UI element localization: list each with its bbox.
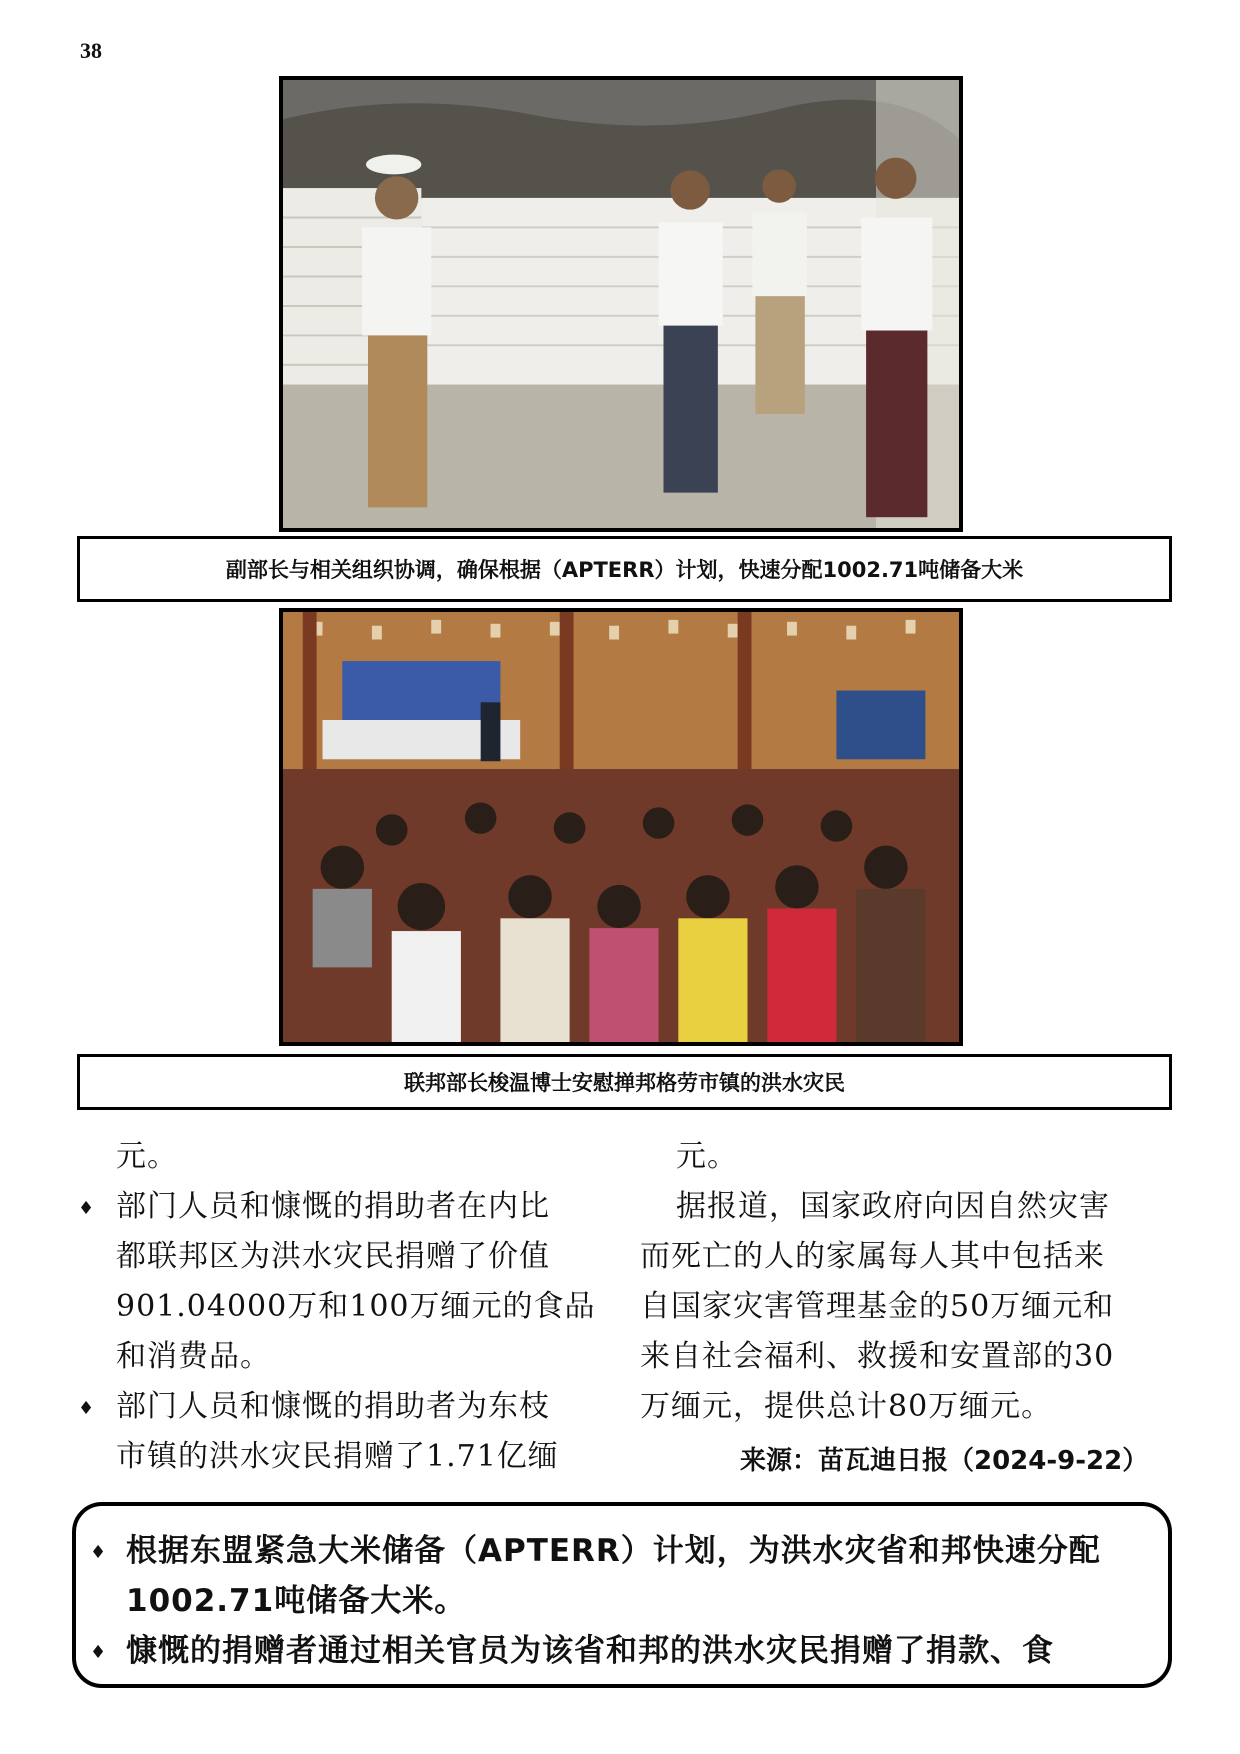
- summary-item: [90, 1526, 1150, 1626]
- summary-line: 根据东盟紧急大米储备（APTERR）计划，为洪水灾省和邦快速分配: [126, 1533, 1101, 1569]
- paragraph-line: 万缅元，提供总计80万缅元。: [640, 1389, 1053, 1424]
- list-item: [78, 1182, 608, 1382]
- list-item: [78, 1382, 608, 1482]
- paragraph-line: 而死亡的人的家属每人其中包括来: [640, 1239, 1105, 1274]
- summary-item: [90, 1626, 1150, 1678]
- diamond-bullet-icon: ♦: [90, 1542, 107, 1563]
- paragraph-line: 901.04000万和100万缅元的食品: [116, 1289, 596, 1324]
- paragraph-line: 部门人员和慷慨的捐助者在内比: [116, 1189, 550, 1224]
- warehouse-photo: [279, 76, 963, 532]
- paragraph-line: 都联邦区为洪水灾民捐赠了价值: [116, 1239, 550, 1274]
- paragraph-line: 据报道，国家政府向因自然灾害: [676, 1189, 1110, 1224]
- continued-text: 元。: [116, 1139, 178, 1174]
- summary-line: 慷慨的捐赠者通过相关官员为该省和邦的洪水灾民捐赠了捐款、食: [126, 1633, 1054, 1669]
- page-number: 38: [80, 38, 102, 63]
- diamond-bullet-icon: ♦: [78, 1198, 96, 1219]
- paragraph-line: 来自社会福利、救援和安置部的30: [640, 1339, 1115, 1374]
- photo-caption: 联邦部长梭温博士安慰掸邦格劳市镇的洪水灾民: [77, 1054, 1172, 1110]
- summary-line: 1002.71吨储备大米。: [126, 1583, 467, 1619]
- paragraph-line: 和消费品。: [116, 1339, 271, 1374]
- photo-caption: 副部长与相关组织协调，确保根据（APTERR）计划，快速分配1002.71吨储备大米: [77, 536, 1172, 602]
- diamond-bullet-icon: ♦: [90, 1642, 107, 1663]
- paragraph-line: 部门人员和慷慨的捐助者为东枝: [116, 1389, 550, 1424]
- left-column: [78, 1132, 608, 1482]
- meeting-photo: [279, 608, 963, 1046]
- paragraph-line: 市镇的洪水灾民捐赠了1.71亿缅: [116, 1439, 559, 1474]
- source-citation: 来源：苗瓦迪日报（2024-9-22）: [740, 1446, 1149, 1476]
- diamond-bullet-icon: ♦: [78, 1398, 96, 1419]
- right-column: [640, 1132, 1180, 1432]
- summary-box: [72, 1502, 1172, 1688]
- continued-text: 元。: [676, 1139, 738, 1174]
- paragraph-line: 自国家灾害管理基金的50万缅元和: [640, 1289, 1115, 1324]
